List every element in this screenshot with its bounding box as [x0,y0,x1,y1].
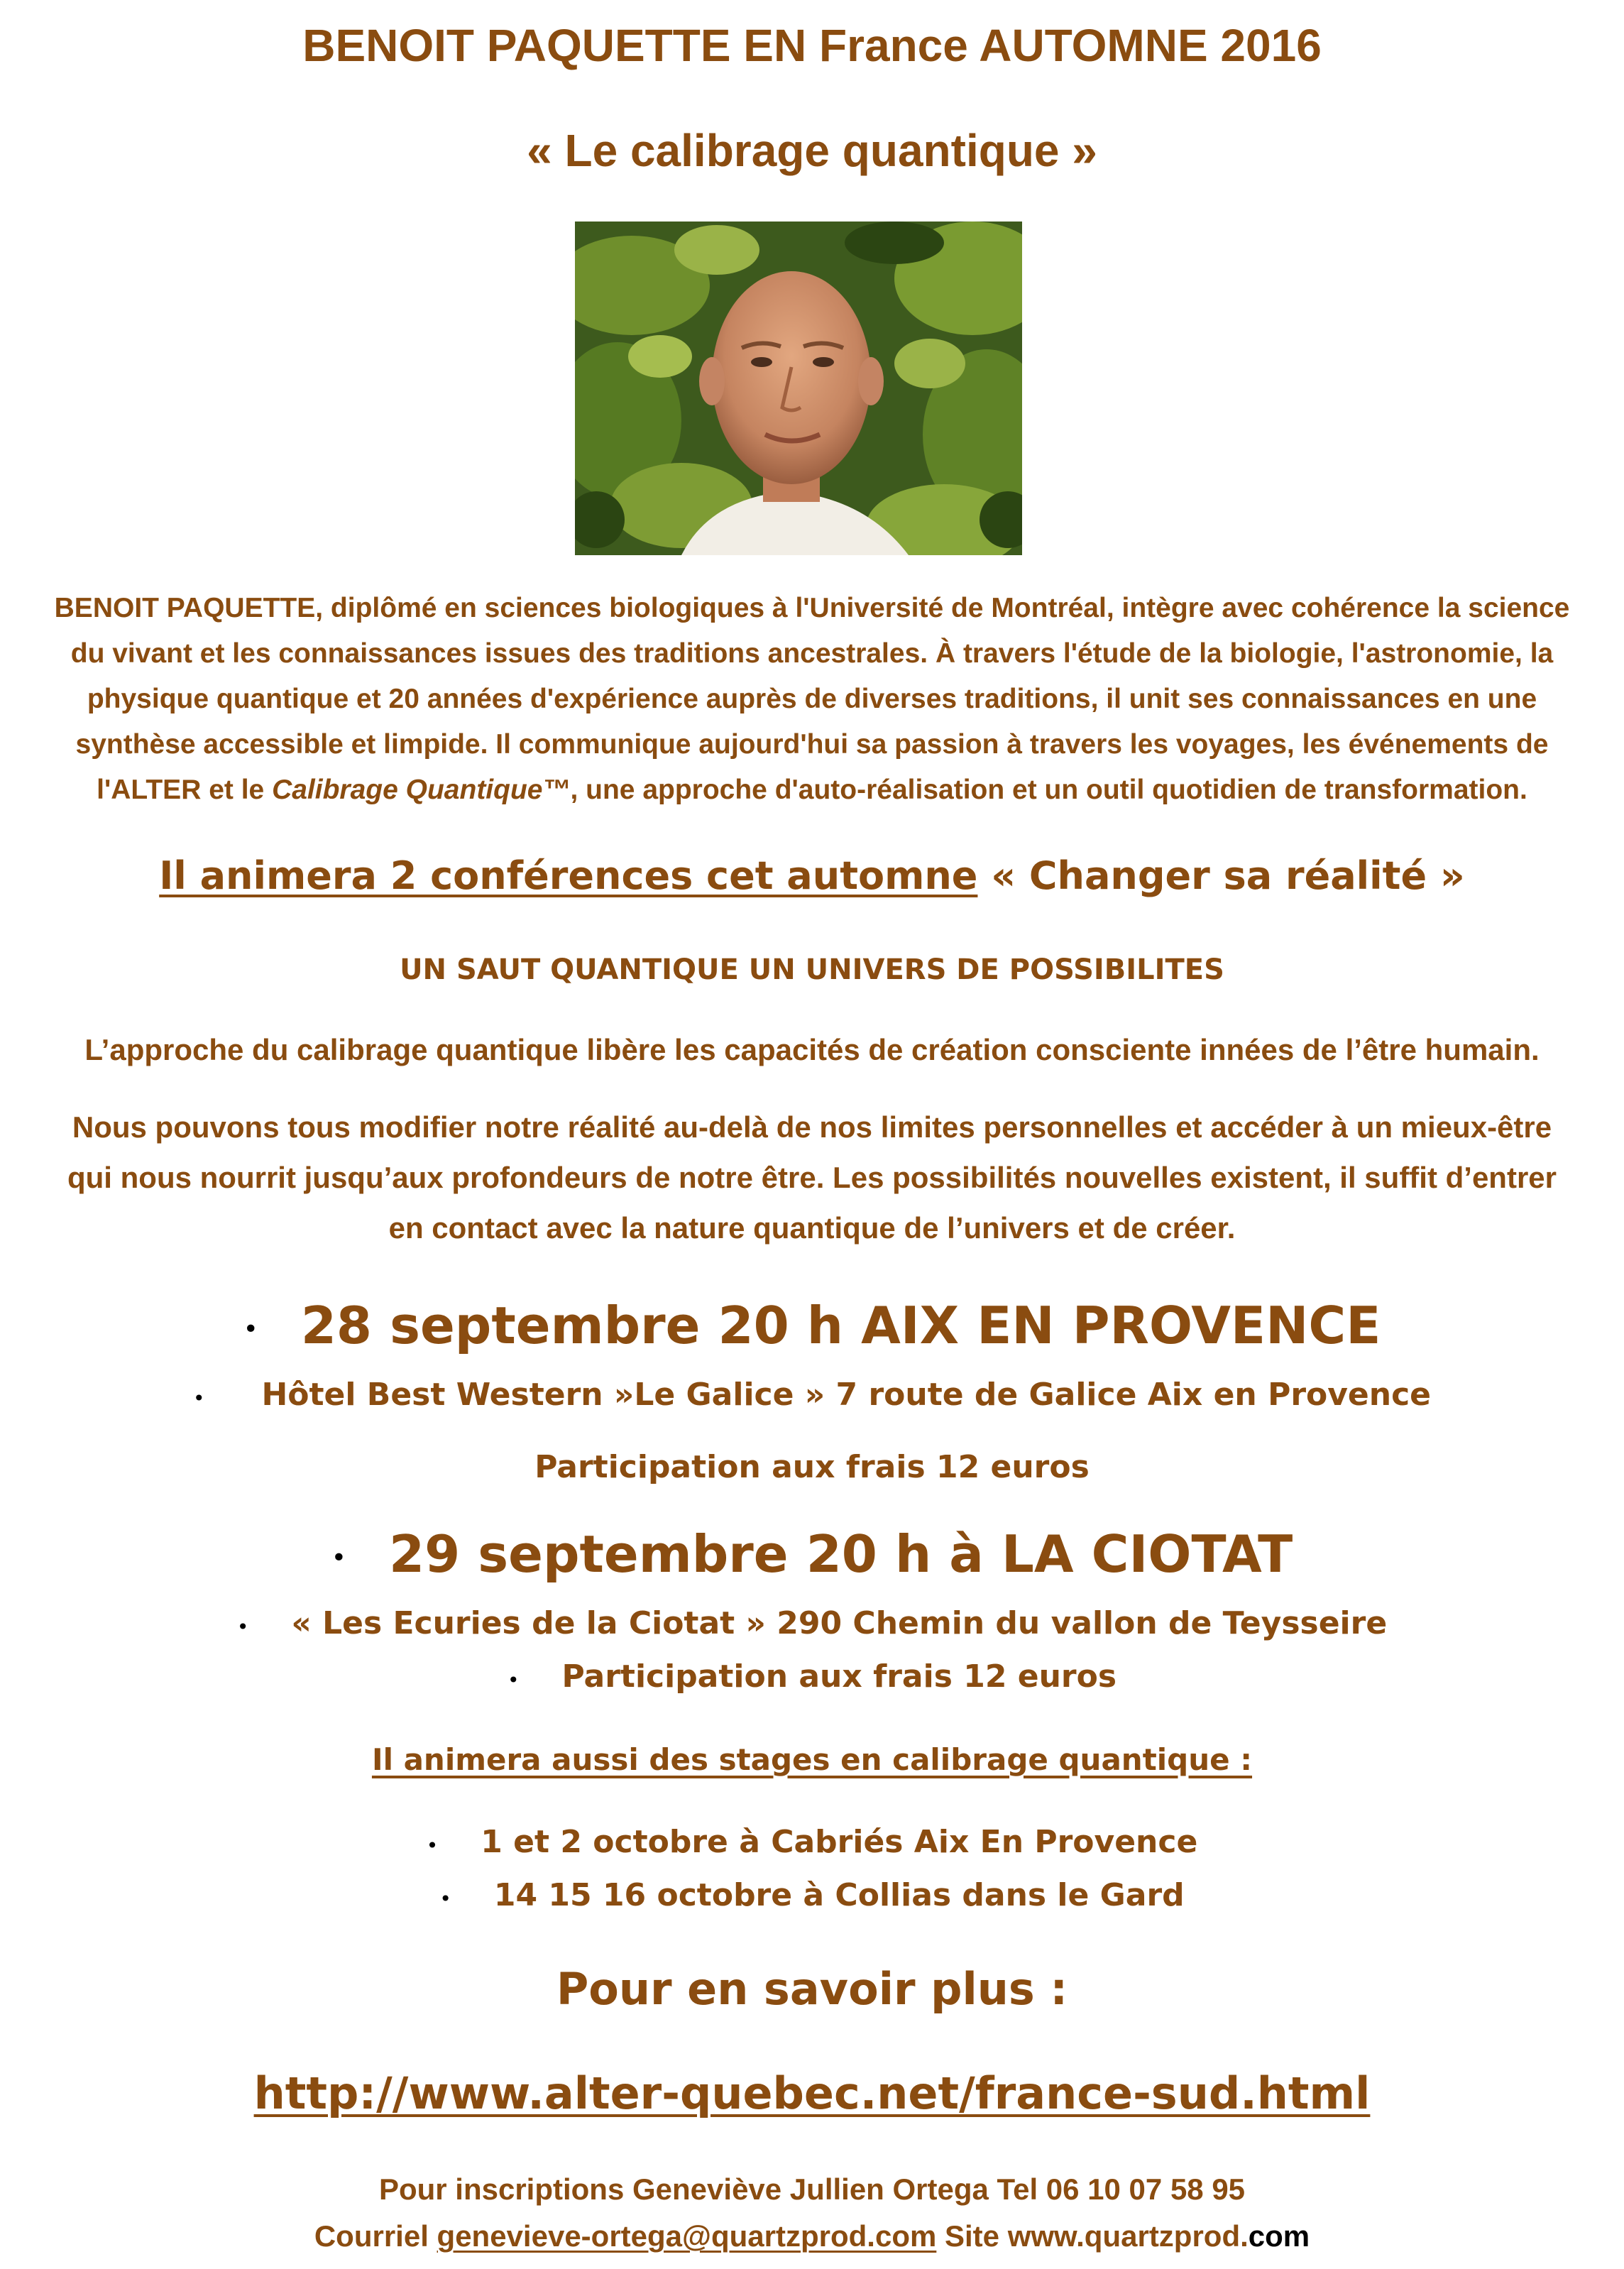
conferences-heading [0,854,1624,898]
bullet-icon: • [507,1668,520,1692]
bullet-icon: • [331,1543,346,1573]
event1-venue-line [0,1377,1624,1414]
stages-heading-line [0,1743,1624,1777]
bio-line-3: physique quantique et 20 années d'expérience auprès de diverses traditions, il unit ses connaissances en une [87,684,1537,714]
stage-item-1-text: 1 et 2 octobre à Cabriés Aix En Provence [481,1824,1198,1860]
email-link[interactable]: genevieve-ortega@quartzprod.com [437,2219,937,2253]
conferences-para-line-3: en contact avec la nature quantique de l’univers et de créer. [388,1211,1236,1245]
conferences-tagline: UN SAUT QUANTIQUE UN UNIVERS DE POSSIBILITES [400,953,1224,986]
event2-date: 29 septembre 20 h à LA CIOTAT [389,1524,1293,1584]
event2-date-line [0,1525,1624,1584]
stage-item-1 [0,1825,1624,1861]
site-suffix: com [1248,2219,1310,2253]
bullet-icon: • [426,1834,439,1857]
calibrage-trademark: Calibrage Quantique™ [272,775,571,805]
bio-line-1: BENOIT PAQUETTE, diplômé en sciences biologiques à l'Université de Montréal, intègre avec cohérence la science [54,593,1570,623]
bullet-icon: • [236,1615,249,1639]
bio-line-5-end: , une approche d'auto-réalisation et un outil quotidien de transformation. [570,775,1527,805]
event2-venue: « Les Ecuries de la Ciotat » 290 Chemin du vallon de Teysseire [291,1605,1388,1641]
conferences-para-line-2: qui nous nourrit jusqu’aux profondeurs de notre être. Les possibilités nouvelles existent, il suffit d’entrer [67,1161,1557,1194]
conferences-intro: L’approche du calibrage quantique libère les capacités de création consciente innées de l’être humain. [84,1033,1540,1066]
page-subtitle: « Le calibrage quantique » [527,125,1097,176]
event1-price: Participation aux frais 12 euros [534,1449,1090,1485]
event1-date-line [0,1296,1624,1355]
portrait-photo [575,222,1022,555]
conferences-heading-underlined: Il animera 2 conférences cet automne [159,853,978,898]
site-prefix: Site www.quartzprod. [936,2219,1249,2253]
bio-line-5 [0,775,1624,807]
website-link-line [0,2068,1624,2118]
email-prefix: Courriel [314,2219,437,2253]
bullet-icon: • [439,1887,451,1910]
contact-line-1: Pour inscriptions Geneviève Jullien Ortega Tel 06 10 07 58 95 [378,2172,1246,2206]
stage-item-2 [0,1878,1624,1914]
event2-venue-line [0,1606,1624,1642]
event1-date: 28 septembre 20 h AIX EN PROVENCE [300,1296,1381,1355]
bio-line-2: du vivant et les connaissances issues des traditions ancestrales. À travers l'étude de la biologie, l'astronomie, la [70,638,1554,669]
bio-line-5-start: l'ALTER et le [97,775,273,805]
website-link[interactable]: http://www.alter-quebec.net/france-sud.html [253,2067,1371,2119]
conferences-para-line-1: Nous pouvons tous modifier notre réalité au-delà de nos limites personnelles et accéder à un mieux-être [72,1110,1552,1144]
conferences-heading-title: « Changer sa réalité » [977,853,1465,898]
stages-heading: Il animera aussi des stages en calibrage quantique : [371,1742,1253,1777]
event2-price-line [0,1659,1624,1695]
bio-line-4: synthèse accessible et limpide. Il communique aujourd'hui sa passion à travers les voyages, les événements de [75,729,1549,760]
more-info-heading: Pour en savoir plus : [556,1963,1068,2015]
event2-price: Participation aux frais 12 euros [561,1658,1117,1695]
stage-item-2-text: 14 15 16 octobre à Collias dans le Gard [493,1877,1185,1913]
bullet-icon: • [192,1387,205,1410]
event1-venue: Hôtel Best Western »Le Galice » 7 route de Galice Aix en Provence [261,1377,1432,1413]
contact-line-2 [0,2219,1624,2253]
bullet-icon: • [243,1314,258,1344]
page-title: BENOIT PAQUETTE EN France AUTOMNE 2016 [302,20,1322,71]
